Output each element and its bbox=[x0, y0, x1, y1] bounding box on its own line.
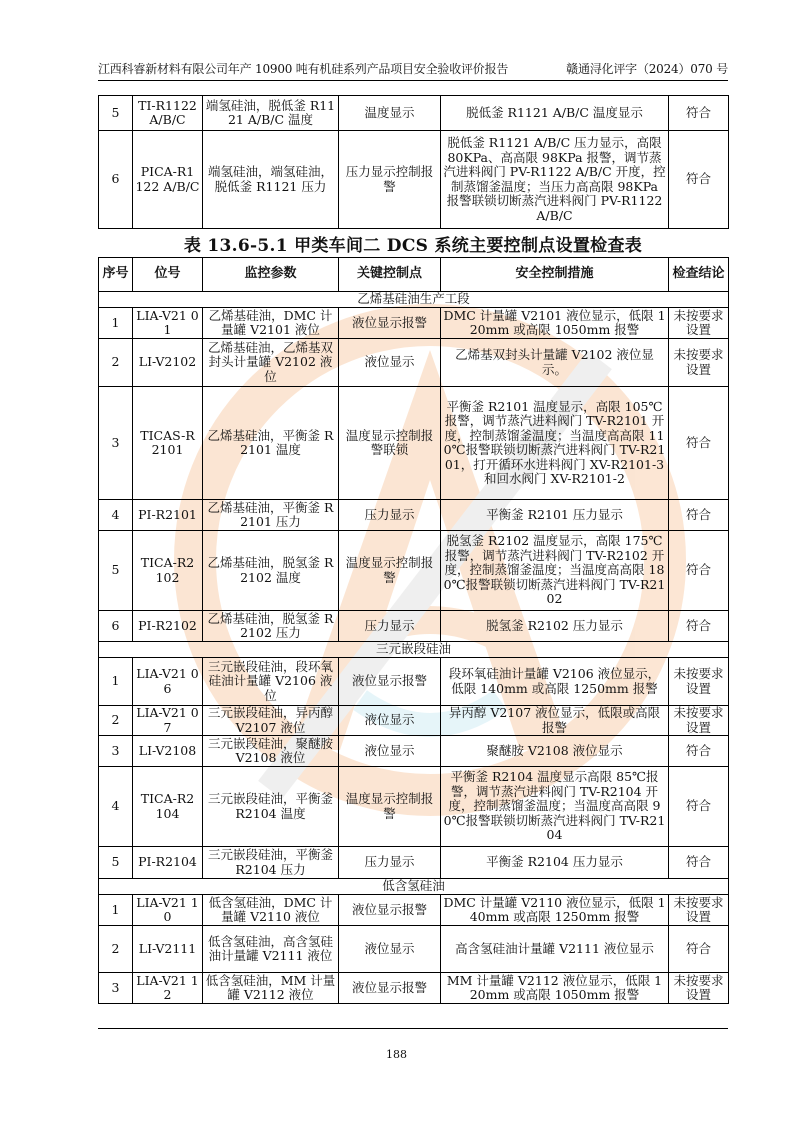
table-row bbox=[99, 531, 729, 611]
check-result: 未按要求设置 bbox=[669, 706, 729, 736]
safety-measure: DMC 计量罐 V2110 液位显示，低限 140mm 或高限 1250mm 报警 bbox=[441, 895, 669, 926]
table-row bbox=[99, 847, 729, 879]
dcs-table-body bbox=[99, 292, 729, 1004]
check-result: 符合 bbox=[669, 926, 729, 973]
column-header-measure: 安全控制措施 bbox=[441, 258, 669, 292]
row-number: 1 bbox=[99, 895, 133, 926]
tag-number: TICA-R2 102 bbox=[133, 531, 203, 611]
key-control-point: 液位显示报警 bbox=[339, 973, 441, 1004]
tag-number: LIA-V21 12 bbox=[133, 973, 203, 1004]
check-result: 符合 bbox=[669, 736, 729, 767]
monitor-parameter: 乙烯基硅油，平衡釜 R2101 压力 bbox=[203, 500, 339, 531]
monitor-parameter: 低含氢硅油，MM 计量罐 V2112 液位 bbox=[203, 973, 339, 1004]
tag-number: PICA-R1 122 A/B/C bbox=[133, 131, 203, 229]
header-report-title: 江西科睿新材料有限公司年产 10900 吨有机硅系列产品项目安全验收评价报告 bbox=[98, 62, 509, 76]
continued-table-body bbox=[99, 96, 729, 229]
monitor-parameter: 低含氢硅油，DMC 计量罐 V2110 液位 bbox=[203, 895, 339, 926]
column-header-no: 序号 bbox=[99, 258, 133, 292]
monitor-parameter: 低含氢硅油，高含氢硅油计量罐 V2111 液位 bbox=[203, 926, 339, 973]
table-row bbox=[99, 973, 729, 1004]
key-control-point: 液位显示 bbox=[339, 736, 441, 767]
key-control-point: 温度显示控制报警 bbox=[339, 531, 441, 611]
key-control-point: 压力显示控制报警 bbox=[339, 131, 441, 229]
row-number: 1 bbox=[99, 308, 133, 339]
safety-measure: 脱低釜 R1121 A/B/C 温度显示 bbox=[441, 96, 669, 131]
row-number: 5 bbox=[99, 531, 133, 611]
table-header-row bbox=[99, 258, 729, 292]
monitor-parameter: 乙烯基硅油，平衡釜 R2101 温度 bbox=[203, 387, 339, 500]
key-control-point: 液位显示 bbox=[339, 339, 441, 387]
section-title: 乙烯基硅油生产工段 bbox=[99, 292, 729, 308]
monitor-parameter: 端氢硅油，端氢硅油，脱低釜 R1121 压力 bbox=[203, 131, 339, 229]
section-title: 三元嵌段硅油 bbox=[99, 642, 729, 658]
check-result: 未按要求设置 bbox=[669, 658, 729, 706]
table-row bbox=[99, 500, 729, 531]
tag-number: TI-R1122 A/B/C bbox=[133, 96, 203, 131]
dcs-control-points-table bbox=[98, 257, 729, 1004]
monitor-parameter: 乙烯基硅油，脱氢釜 R2102 温度 bbox=[203, 531, 339, 611]
safety-measure: 脱氢釜 R2102 温度显示，高限 175℃报警，调节蒸汽进料阀门 TV-R2102 开度，控制蒸馏釜温度；当温度高高限 180℃报警联锁切断蒸汽进料阀门 TV-R2102 bbox=[441, 531, 669, 611]
safety-measure: 聚醚胺 V2108 液位显示 bbox=[441, 736, 669, 767]
header-rule bbox=[98, 80, 728, 81]
page-header bbox=[98, 60, 728, 77]
table-row bbox=[99, 339, 729, 387]
safety-measure: 高含氢硅油计量罐 V2111 液位显示 bbox=[441, 926, 669, 973]
row-number: 3 bbox=[99, 973, 133, 1004]
check-result: 符合 bbox=[669, 131, 729, 229]
row-number: 6 bbox=[99, 611, 133, 642]
table-row bbox=[99, 96, 729, 131]
safety-measure: MM 计量罐 V2112 液位显示，低限 120mm 或高限 1050mm 报警 bbox=[441, 973, 669, 1004]
check-result: 符合 bbox=[669, 611, 729, 642]
continued-table bbox=[98, 95, 729, 229]
key-control-point: 温度显示控制报警联锁 bbox=[339, 387, 441, 500]
key-control-point: 压力显示 bbox=[339, 847, 441, 879]
key-control-point: 压力显示 bbox=[339, 611, 441, 642]
safety-measure: 乙烯基双封头计量罐 V2102 液位显示。 bbox=[441, 339, 669, 387]
key-control-point: 液位显示报警 bbox=[339, 895, 441, 926]
check-result: 符合 bbox=[669, 96, 729, 131]
tag-number: LIA-V21 07 bbox=[133, 706, 203, 736]
table-row bbox=[99, 658, 729, 706]
check-result: 符合 bbox=[669, 767, 729, 847]
monitor-parameter: 三元嵌段硅油，聚醚胺 V2108 液位 bbox=[203, 736, 339, 767]
safety-measure: 平衡釜 R2104 压力显示 bbox=[441, 847, 669, 879]
row-number: 4 bbox=[99, 500, 133, 531]
table-row bbox=[99, 736, 729, 767]
safety-measure: 平衡釜 R2104 温度显示高限 85℃报警，调节蒸汽进料阀门 TV-R2104 开度，控制蒸馏釜温度；当温度高高限 90℃报警联锁切断蒸汽进料阀门 TV-R2104 bbox=[441, 767, 669, 847]
column-header-tag: 位号 bbox=[133, 258, 203, 292]
check-result: 符合 bbox=[669, 847, 729, 879]
table-row bbox=[99, 131, 729, 229]
section-title: 低含氢硅油 bbox=[99, 879, 729, 895]
safety-measure: 异丙醇 V2107 液位显示，低限或高限报警 bbox=[441, 706, 669, 736]
check-result: 未按要求设置 bbox=[669, 339, 729, 387]
check-result: 符合 bbox=[669, 387, 729, 500]
tag-number: LIA-V21 06 bbox=[133, 658, 203, 706]
tag-number: LI-V2108 bbox=[133, 736, 203, 767]
row-number: 2 bbox=[99, 926, 133, 973]
monitor-parameter: 乙烯基硅油，DMC 计量罐 V2101 液位 bbox=[203, 308, 339, 339]
table-row bbox=[99, 926, 729, 973]
check-result: 符合 bbox=[669, 500, 729, 531]
table-row bbox=[99, 706, 729, 736]
monitor-parameter: 乙烯基硅油，脱氢釜 R2102 压力 bbox=[203, 611, 339, 642]
row-number: 2 bbox=[99, 339, 133, 387]
section-header-row bbox=[99, 292, 729, 308]
column-header-point: 关键控制点 bbox=[339, 258, 441, 292]
tag-number: LIA-V21 01 bbox=[133, 308, 203, 339]
header-report-number: 赣通浔化评字（2024）070 号 bbox=[566, 62, 728, 76]
table-row bbox=[99, 895, 729, 926]
monitor-parameter: 端氢硅油，脱低釜 R1121 A/B/C 温度 bbox=[203, 96, 339, 131]
check-result: 符合 bbox=[669, 531, 729, 611]
column-header-param: 监控参数 bbox=[203, 258, 339, 292]
check-result: 未按要求设置 bbox=[669, 895, 729, 926]
key-control-point: 压力显示 bbox=[339, 500, 441, 531]
footer-rule bbox=[98, 1028, 728, 1029]
section-header-row bbox=[99, 642, 729, 658]
tag-number: LI-V2102 bbox=[133, 339, 203, 387]
table-row bbox=[99, 767, 729, 847]
column-header-result: 检查结论 bbox=[669, 258, 729, 292]
key-control-point: 液位显示报警 bbox=[339, 658, 441, 706]
key-control-point: 温度显示控制报警 bbox=[339, 767, 441, 847]
row-number: 3 bbox=[99, 736, 133, 767]
key-control-point: 温度显示 bbox=[339, 96, 441, 131]
row-number: 2 bbox=[99, 706, 133, 736]
monitor-parameter: 三元嵌段硅油，异丙醇 V2107 液位 bbox=[203, 706, 339, 736]
safety-measure: 平衡釜 R2101 温度显示，高限 105℃报警，调节蒸汽进料阀门 TV-R2101 开度，控制蒸馏釜温度；当温度高高限 110℃报警联锁切断蒸汽进料阀门 TV-R2101，打开循环水进料阀门 XV-R2101-3 和回水阀门 XV-R2101-2 bbox=[441, 387, 669, 500]
page-number: 188 bbox=[386, 1048, 407, 1061]
table-caption: 表 13.6-5.1 甲类车间二 DCS 系统主要控制点设置检查表 bbox=[183, 236, 643, 256]
row-number: 4 bbox=[99, 767, 133, 847]
safety-measure: 段环氧硅油计量罐 V2106 液位显示，低限 140mm 或高限 1250mm 报警 bbox=[441, 658, 669, 706]
key-control-point: 液位显示 bbox=[339, 706, 441, 736]
monitor-parameter: 乙烯基硅油，乙烯基双封头计量罐 V2102 液位 bbox=[203, 339, 339, 387]
safety-measure: 脱氢釜 R2102 压力显示 bbox=[441, 611, 669, 642]
tag-number: LI-V2111 bbox=[133, 926, 203, 973]
tag-number: PI-R2101 bbox=[133, 500, 203, 531]
table-row bbox=[99, 308, 729, 339]
table-row bbox=[99, 387, 729, 500]
monitor-parameter: 三元嵌段硅油，平衡釜 R2104 压力 bbox=[203, 847, 339, 879]
row-number: 5 bbox=[99, 847, 133, 879]
check-result: 未按要求设置 bbox=[669, 973, 729, 1004]
monitor-parameter: 三元嵌段硅油，段环氧硅油计量罐 V2106 液位 bbox=[203, 658, 339, 706]
key-control-point: 液位显示 bbox=[339, 926, 441, 973]
tag-number: TICAS-R 2101 bbox=[133, 387, 203, 500]
safety-measure: 脱低釜 R1121 A/B/C 压力显示，高限 80KPa、高高限 98KPa 报警，调节蒸汽进料阀门 PV-R1122 A/B/C 开度，控制蒸馏釜温度；当压力高高限 98KPa 报警联锁切断蒸汽进料阀门 PV-R1122A/B/C bbox=[441, 131, 669, 229]
tag-number: TICA-R2 104 bbox=[133, 767, 203, 847]
row-number: 1 bbox=[99, 658, 133, 706]
tag-number: PI-R2102 bbox=[133, 611, 203, 642]
row-number: 5 bbox=[99, 96, 133, 131]
row-number: 6 bbox=[99, 131, 133, 229]
row-number: 3 bbox=[99, 387, 133, 500]
tag-number: LIA-V21 10 bbox=[133, 895, 203, 926]
tag-number: PI-R2104 bbox=[133, 847, 203, 879]
key-control-point: 液位显示报警 bbox=[339, 308, 441, 339]
section-header-row bbox=[99, 879, 729, 895]
monitor-parameter: 三元嵌段硅油，平衡釜 R2104 温度 bbox=[203, 767, 339, 847]
safety-measure: DMC 计量罐 V2101 液位显示，低限 120mm 或高限 1050mm 报警 bbox=[441, 308, 669, 339]
safety-measure: 平衡釜 R2101 压力显示 bbox=[441, 500, 669, 531]
check-result: 未按要求设置 bbox=[669, 308, 729, 339]
table-row bbox=[99, 611, 729, 642]
